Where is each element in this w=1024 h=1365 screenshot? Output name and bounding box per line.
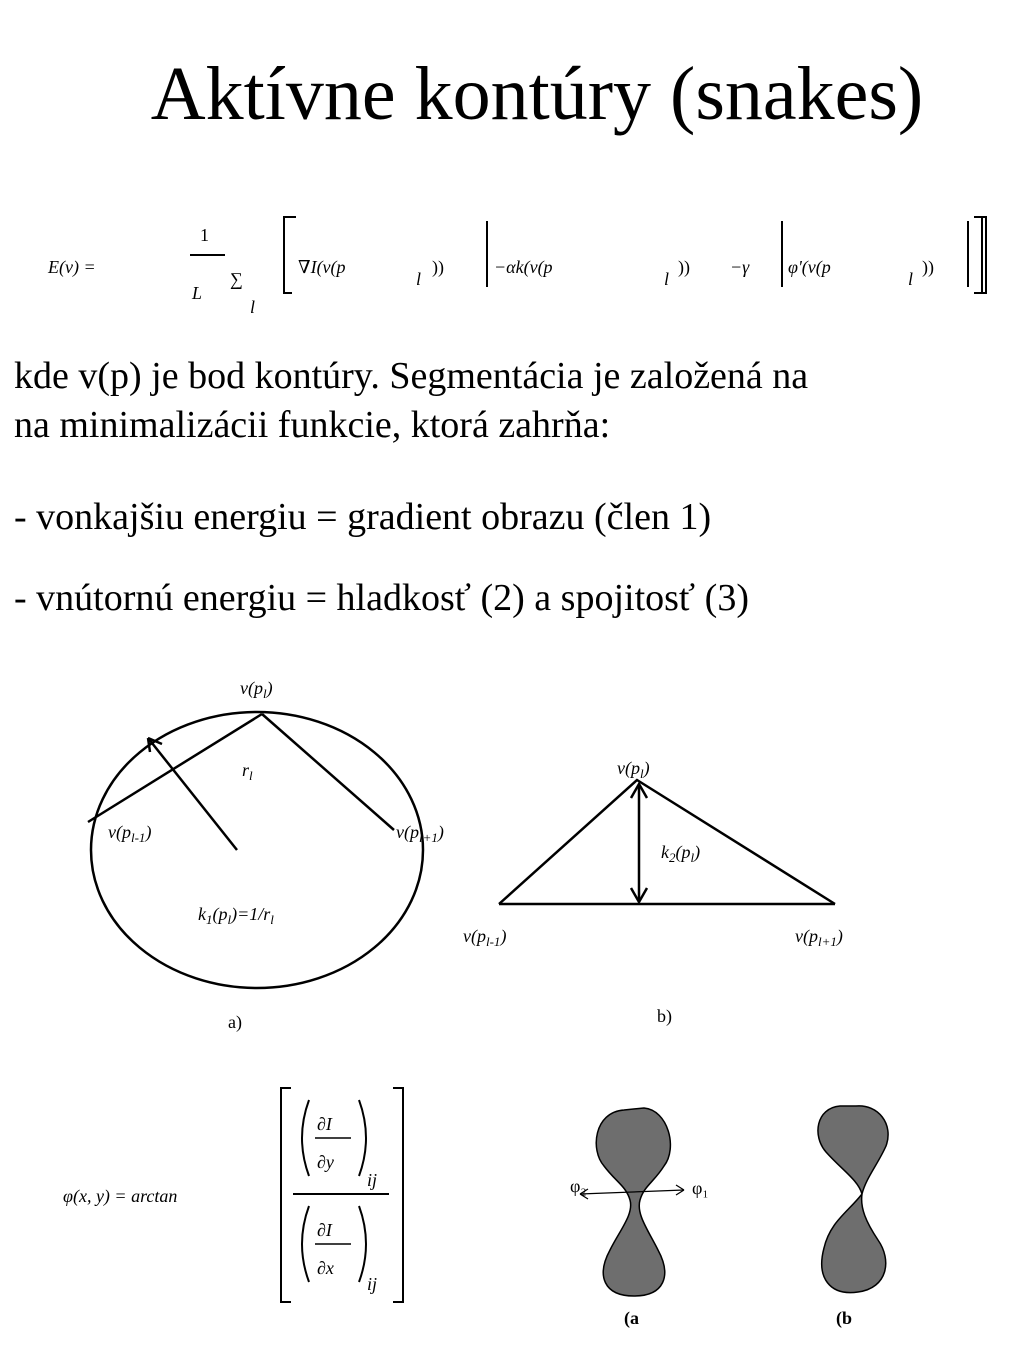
bullet-external-energy: - vonkajšiu energiu = gradient obrazu (člen 1): [14, 496, 712, 538]
den-bottom: ∂x: [317, 1258, 334, 1278]
description-line-1: kde v(p) je bod kontúry. Segmentácia je založená na: [14, 355, 809, 397]
description-paragraph: [14, 352, 1014, 450]
shape-b-label: (b: [836, 1308, 853, 1328]
phi1-label: φ₁: [692, 1178, 709, 1198]
formula-term2: −αk(ν(p: [494, 257, 553, 277]
label-v-pl-plus1: $v(p_{l+1})$: [396, 822, 444, 845]
label-v-pl-plus1: $v(p_{l+1})$: [795, 926, 843, 949]
sum-index: l: [250, 297, 256, 317]
shape-a-label: (a: [624, 1308, 639, 1328]
formula-term4-sub: l: [908, 269, 914, 289]
shape-a: [570, 1108, 709, 1329]
hourglass-shapes: [560, 1090, 920, 1330]
phi-formula: [55, 1080, 415, 1310]
formula-term1-close: )): [432, 257, 444, 277]
label-v-pl: $v(p_l)$: [617, 758, 650, 781]
formula-frac-den: L: [192, 283, 203, 303]
label-r-l: $r_l$: [242, 760, 253, 783]
formula-term4-close: )): [922, 257, 934, 277]
formula-frac-num: 1: [200, 225, 209, 245]
den-sub-ij: ij: [367, 1274, 378, 1294]
den-top: ∂I: [317, 1220, 332, 1240]
energy-formula: [40, 195, 1000, 325]
label-v-pl-minus1: $v(p_{l-1})$: [463, 926, 507, 949]
formula-term2-close: )): [678, 257, 690, 277]
phi2-label: φ₂: [570, 1176, 587, 1196]
formula-term1-sub: l: [416, 269, 422, 289]
radius-arrow: [148, 738, 237, 850]
description-line-2: na minimalizácii funkcie, ktorá zahrňa:: [14, 404, 611, 446]
label-k2: $k_2(p_l)$: [661, 842, 701, 865]
num-top: ∂I: [317, 1114, 332, 1134]
shape-b: [818, 1106, 888, 1329]
formula-term3: −γ: [730, 257, 750, 277]
formula-lhs: E(ν) =: [48, 257, 96, 277]
figure-b-triangle-curvature: [455, 750, 875, 1040]
label-v-pl: $v(p_l)$: [240, 678, 273, 701]
figure-a-caption: a): [228, 1012, 242, 1032]
label-k1: $k_1(p_l)=1/r_l$: [198, 904, 274, 927]
label-v-pl-minus1: $v(p_{l-1})$: [108, 822, 152, 845]
bullet-internal-energy: - vnútornú energiu = hladkosť (2) a spojitosť (3): [14, 577, 749, 619]
formula-term1: ∇I(ν(p: [298, 257, 346, 277]
formula-term4: φ'(ν(p: [788, 257, 831, 277]
figure-a-circle-curvature: [70, 670, 470, 1040]
formula-term2-sub: l: [664, 269, 670, 289]
num-bottom: ∂y: [317, 1152, 334, 1172]
curvature-circle: [91, 712, 423, 988]
page-title: Aktívne kontúry (snakes): [150, 52, 924, 136]
phi-lhs: φ(x, y) = arctan: [63, 1186, 178, 1206]
sum-symbol-icon: ∑: [230, 269, 243, 289]
figure-b-caption: b): [657, 1006, 672, 1026]
num-sub-ij: ij: [367, 1170, 378, 1190]
